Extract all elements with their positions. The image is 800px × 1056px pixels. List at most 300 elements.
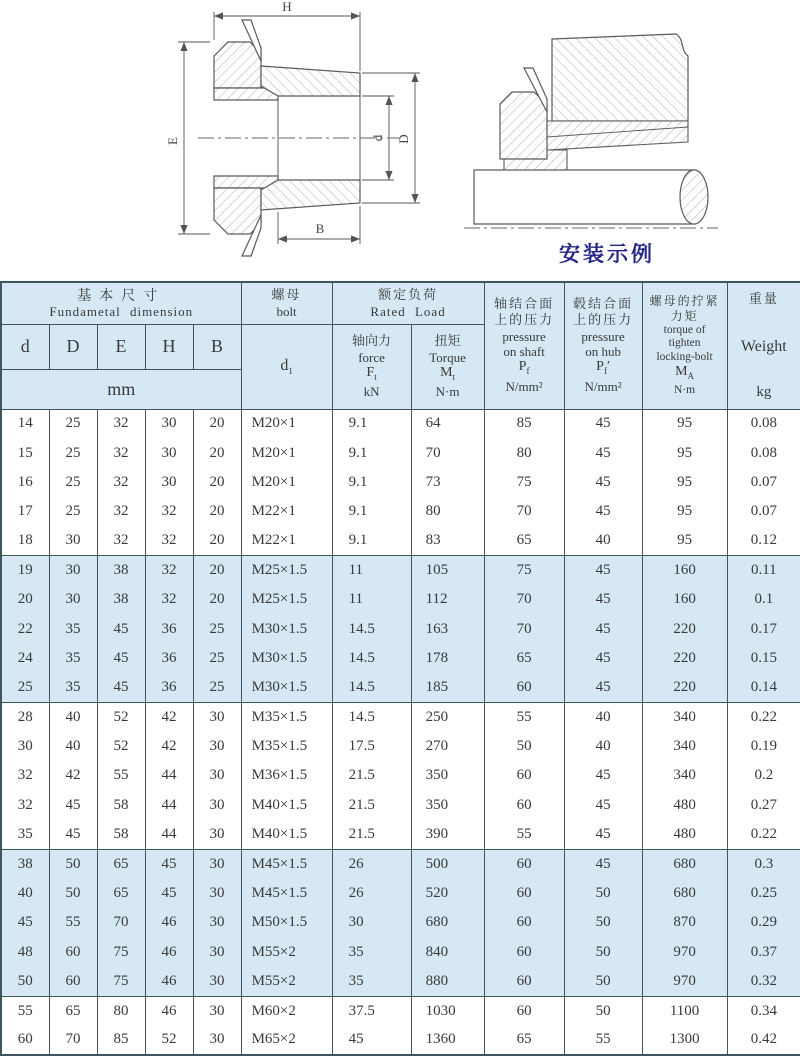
table-cell: 75 [97,967,145,996]
tightening-torque-zh1: 螺母的拧紧 [649,293,720,308]
table-cell: 80 [484,438,564,467]
table-cell: M55×2 [241,967,332,996]
table-cell: 45 [564,615,642,644]
table-cell: 32 [1,791,49,820]
table-cell: 45 [564,585,642,614]
table-cell: 21.5 [332,761,411,790]
table-cell: 30 [49,556,97,585]
table-cell: 65 [484,1026,564,1055]
table-cell: 45 [564,673,642,702]
table-cell: 46 [145,996,193,1025]
table-cell: 160 [642,556,727,585]
header-pressure-on-shaft [484,282,564,409]
table-cell: 45 [97,673,145,702]
table-cell: 32 [97,468,145,497]
table-cell: M36×1.5 [241,761,332,790]
table-cell: 55 [564,1026,642,1055]
table-row [1,556,800,585]
table-cell: 35 [49,673,97,702]
table-cell: 19 [1,556,49,585]
table-cell: 83 [411,526,484,555]
table-cell: 36 [145,615,193,644]
table-cell: 340 [642,703,727,732]
table-row [1,409,800,438]
table-cell: 0.27 [727,791,800,820]
table-cell: M50×1.5 [241,908,332,937]
table-body [1,409,800,1055]
table-cell: 60 [484,996,564,1025]
table-cell: 24 [1,644,49,673]
table-cell: 36 [145,673,193,702]
table-row [1,1026,800,1055]
table-cell: 1100 [642,996,727,1025]
table-cell: 30 [332,908,411,937]
table-cell: 45 [145,879,193,908]
torque-unit: N·m [435,384,460,400]
table-cell: 60 [484,791,564,820]
table-cell: 30 [193,820,241,849]
table-cell: 70 [484,497,564,526]
table-cell: 32 [145,526,193,555]
table-cell: 64 [411,409,484,438]
table-cell: 970 [642,967,727,996]
table-row [1,673,800,702]
table-cell: 50 [564,967,642,996]
table-cell: 390 [411,820,484,849]
table-cell: 95 [642,468,727,497]
table-cell: 30 [193,1026,241,1055]
table-cell: 52 [97,732,145,761]
pressure-hub-en1: pressure [581,329,625,345]
table-cell: 20 [193,526,241,555]
table-cell: 32 [97,409,145,438]
table-cell: 870 [642,908,727,937]
table-cell: 16 [1,468,49,497]
table-cell: 35 [49,615,97,644]
table-cell: 45 [97,644,145,673]
table-cell: 0.2 [727,761,800,790]
table-cell: 38 [97,585,145,614]
table-cell: 20 [193,497,241,526]
axial-force-unit: kN [363,384,380,400]
axial-force-zh: 轴向力 [352,333,392,349]
table-cell: 32 [145,585,193,614]
table-cell: 60 [49,937,97,966]
table-cell: 520 [411,879,484,908]
table-cell: 30 [193,879,241,908]
table-cell: 30 [193,908,241,937]
rated-load-zh: 额定负荷 [378,287,439,303]
table-cell: M30×1.5 [241,673,332,702]
axial-force-en: force [358,349,385,365]
table-cell: 55 [49,908,97,937]
header-torque [411,324,484,409]
table-cell: 0.25 [727,879,800,908]
table-cell: 60 [484,879,564,908]
table-row [1,732,800,761]
table-cell: 30 [49,585,97,614]
table-cell: 30 [193,937,241,966]
table-cell: 0.22 [727,703,800,732]
table-cell: 30 [193,732,241,761]
table-cell: 0.17 [727,615,800,644]
table-cell: 22 [1,615,49,644]
table-cell: M40×1.5 [241,820,332,849]
table-cell: 0.11 [727,556,800,585]
spec-table [0,281,800,1056]
table-cell: 30 [145,438,193,467]
table-row [1,703,800,732]
table-row [1,615,800,644]
table-cell: M22×1 [241,497,332,526]
pressure-hub-symbol: $P_f'$ [596,359,610,377]
table-row [1,438,800,467]
header-col-D: D [49,324,97,369]
table-cell: 58 [97,820,145,849]
table-cell: 340 [642,732,727,761]
table-cell: 480 [642,791,727,820]
basic-dimension-en: Fundametal dimension [49,303,194,319]
table-cell: 75 [97,937,145,966]
table-cell: 44 [145,820,193,849]
table-cell: 36 [145,644,193,673]
table-cell: 44 [145,761,193,790]
table-cell: 14.5 [332,703,411,732]
table-cell: 70 [49,1026,97,1055]
pressure-hub-zh1: 毂结合面 [573,297,634,313]
table-cell: 680 [411,908,484,937]
table-cell: 40 [564,526,642,555]
table-cell: 52 [145,1026,193,1055]
hub-block [552,34,688,121]
table-row [1,791,800,820]
table-cell: 45 [564,556,642,585]
table-cell: 25 [1,673,49,702]
table-cell: 32 [1,761,49,790]
table-cell: 0.15 [727,644,800,673]
table-cell: 45 [145,849,193,878]
table-cell: 50 [484,732,564,761]
table-cell: 60 [484,673,564,702]
table-row [1,967,800,996]
table-cell: 9.1 [332,497,411,526]
table-cell: M30×1.5 [241,644,332,673]
table-cell: 20 [193,409,241,438]
table-cell: 30 [145,468,193,497]
table-cell: 350 [411,791,484,820]
table-cell: 11 [332,556,411,585]
table-cell: 95 [642,526,727,555]
rated-load-en: Rated Load [370,303,446,319]
table-cell: 178 [411,644,484,673]
table-cell: M25×1.5 [241,556,332,585]
table-cell: 25 [49,468,97,497]
table-cell: 105 [411,556,484,585]
table-cell: M35×1.5 [241,732,332,761]
table-cell: 17.5 [332,732,411,761]
table-cell: 50 [564,996,642,1025]
table-cell: 80 [97,996,145,1025]
table-cell: 70 [484,615,564,644]
table-cell: 42 [49,761,97,790]
table-cell: 45 [332,1026,411,1055]
table-cell: 30 [193,703,241,732]
table-cell: 35 [1,820,49,849]
table-cell: 30 [193,849,241,878]
table-cell: 46 [145,908,193,937]
table-cell: M20×1 [241,468,332,497]
axial-force-symbol: $F_t$ [366,364,377,382]
table-cell: 32 [145,497,193,526]
table-cell: 44 [145,791,193,820]
table-cell: 35 [49,644,97,673]
table-cell: M45×1.5 [241,879,332,908]
table-cell: 65 [97,879,145,908]
table-cell: 0.32 [727,967,800,996]
dim-label-h: H [282,0,292,14]
locknut-section-drawing [148,0,440,260]
table-cell: 30 [49,526,97,555]
table-cell: 75 [484,468,564,497]
header-basic-dimension [1,282,241,324]
table-cell: 50 [564,937,642,966]
table-cell: 45 [97,615,145,644]
table-cell: 95 [642,497,727,526]
header-rated-load [332,282,484,324]
table-cell: 45 [564,468,642,497]
table-cell: 60 [1,1026,49,1055]
pressure-shaft-unit: N/mm² [505,379,543,395]
table-cell: 65 [484,526,564,555]
table-cell: 55 [1,996,49,1025]
table-cell: 0.12 [727,526,800,555]
table-cell: 48 [1,937,49,966]
table-row [1,497,800,526]
table-cell: 55 [484,703,564,732]
table-cell: 65 [484,644,564,673]
table-cell: 9.1 [332,526,411,555]
table-cell: M25×1.5 [241,585,332,614]
table-cell: M45×1.5 [241,849,332,878]
pressure-hub-zh2: 上的压力 [573,313,634,329]
header-weight [727,282,800,409]
table-cell: 20 [193,438,241,467]
table-row [1,996,800,1025]
table-cell: 32 [97,438,145,467]
table-cell: 50 [564,879,642,908]
table-row [1,849,800,878]
bolt-zh: 螺母 [271,287,302,303]
table-row [1,526,800,555]
table-cell: 0.07 [727,497,800,526]
table-cell: 30 [193,761,241,790]
table-cell: 70 [97,908,145,937]
header-row-1 [1,282,800,324]
table-row [1,585,800,614]
table-row [1,644,800,673]
table-cell: 26 [332,879,411,908]
torque-en: Torque [429,349,466,365]
table-cell: M20×1 [241,438,332,467]
table-cell: 25 [193,615,241,644]
header-col-E: E [97,324,145,369]
table-cell: 58 [97,791,145,820]
table-cell: 14.5 [332,673,411,702]
table-cell: 70 [484,585,564,614]
table-cell: M55×2 [241,937,332,966]
table-cell: 45 [1,908,49,937]
table-cell: M20×1 [241,409,332,438]
table-cell: 45 [49,791,97,820]
weight-unit: kg [756,383,772,400]
table-cell: 480 [642,820,727,849]
table-cell: 26 [332,849,411,878]
table-cell: 42 [145,732,193,761]
table-cell: 85 [484,409,564,438]
table-cell: 0.14 [727,673,800,702]
header-tightening-torque [642,282,727,409]
table-cell: 0.08 [727,409,800,438]
weight-zh: 重量 [748,291,779,307]
table-cell: 70 [411,438,484,467]
table-cell: 0.19 [727,732,800,761]
table-row [1,468,800,497]
table-cell: 160 [642,585,727,614]
table-row [1,937,800,966]
tightening-torque-en1: torque of [663,323,706,336]
tightening-torque-zh2: 力矩 [670,308,699,323]
table-cell: 32 [97,526,145,555]
table-cell: M35×1.5 [241,703,332,732]
table-cell: 20 [193,468,241,497]
table-cell: 40 [564,703,642,732]
pressure-shaft-zh1: 轴结合面 [494,297,555,313]
table-cell: 25 [49,438,97,467]
table-cell: 35 [332,967,411,996]
table-cell: 55 [97,761,145,790]
table-cell: M22×1 [241,526,332,555]
shaft [474,170,708,224]
table-cell: 0.08 [727,438,800,467]
table-cell: 50 [1,967,49,996]
table-cell: 15 [1,438,49,467]
table-cell: 45 [564,791,642,820]
table-cell: 500 [411,849,484,878]
table-cell: 55 [484,820,564,849]
dim-label-b: B [315,221,325,236]
dim-label-e: E [165,137,180,145]
table-cell: 46 [145,937,193,966]
table-cell: 35 [332,937,411,966]
table-cell: 95 [642,409,727,438]
table-cell: 45 [49,820,97,849]
table-cell: M65×2 [241,1026,332,1055]
table-cell: 680 [642,879,727,908]
table-cell: 18 [1,526,49,555]
tightening-torque-en3: locking-bolt [656,350,713,363]
bolt-en: bolt [276,303,297,319]
table-cell: 270 [411,732,484,761]
table-cell: 38 [97,556,145,585]
header-pressure-on-hub [564,282,642,409]
table-cell: 30 [193,967,241,996]
pressure-hub-en2: on hub [585,344,621,360]
table-cell: 21.5 [332,820,411,849]
table-cell: 250 [411,703,484,732]
header-unit-mm: mm [1,369,241,409]
pressure-hub-unit: N/mm² [584,379,622,395]
table-cell: 112 [411,585,484,614]
tightening-torque-symbol: $M_A$ [675,364,695,382]
table-cell: 25 [193,673,241,702]
table-cell: 14 [1,409,49,438]
table-cell: 30 [193,996,241,1025]
table-cell: 9.1 [332,409,411,438]
installation-example-drawing [452,24,762,238]
table-cell: 14.5 [332,644,411,673]
table-cell: M30×1.5 [241,615,332,644]
table-cell: 85 [97,1026,145,1055]
pressure-shaft-zh2: 上的压力 [494,313,555,329]
header-bolt [241,282,332,324]
table-cell: 40 [564,732,642,761]
table-cell: 17 [1,497,49,526]
table-cell: 95 [642,438,727,467]
table-cell: 60 [484,761,564,790]
dim-label-d: d [370,134,385,142]
table-cell: 20 [1,585,49,614]
table-cell: 45 [564,820,642,849]
table-cell: 1360 [411,1026,484,1055]
table-cell: M60×2 [241,996,332,1025]
table-cell: 1300 [642,1026,727,1055]
table-row [1,908,800,937]
basic-dimension-zh: 基本尺寸 [77,287,166,304]
table-cell: 0.29 [727,908,800,937]
table-cell: 0.07 [727,468,800,497]
table-cell: 40 [49,703,97,732]
table-cell: 32 [145,556,193,585]
header-axial-force [332,324,411,409]
locknut [500,68,547,159]
pressure-shaft-symbol: $P_f$ [518,359,530,377]
table-cell: 60 [484,937,564,966]
table-cell: 9.1 [332,438,411,467]
table-cell: 30 [145,409,193,438]
table-cell: 185 [411,673,484,702]
weight-en: Weight [740,337,787,355]
table-cell: 220 [642,644,727,673]
table-cell: 60 [49,967,97,996]
table-row [1,879,800,908]
table-cell: 46 [145,967,193,996]
pressure-shaft-en1: pressure [502,329,546,345]
table-cell: 11 [332,585,411,614]
table-cell: 38 [1,849,49,878]
table-cell: 220 [642,615,727,644]
table-cell: 50 [564,908,642,937]
table-cell: 40 [49,732,97,761]
table-cell: 1030 [411,996,484,1025]
table-cell: 60 [484,849,564,878]
table-cell: 50 [49,879,97,908]
table-cell: 30 [193,791,241,820]
table-cell: 28 [1,703,49,732]
table-cell: 220 [642,673,727,702]
tightening-torque-unit: N·m [674,384,696,397]
table-cell: 9.1 [332,468,411,497]
table-cell: 880 [411,967,484,996]
